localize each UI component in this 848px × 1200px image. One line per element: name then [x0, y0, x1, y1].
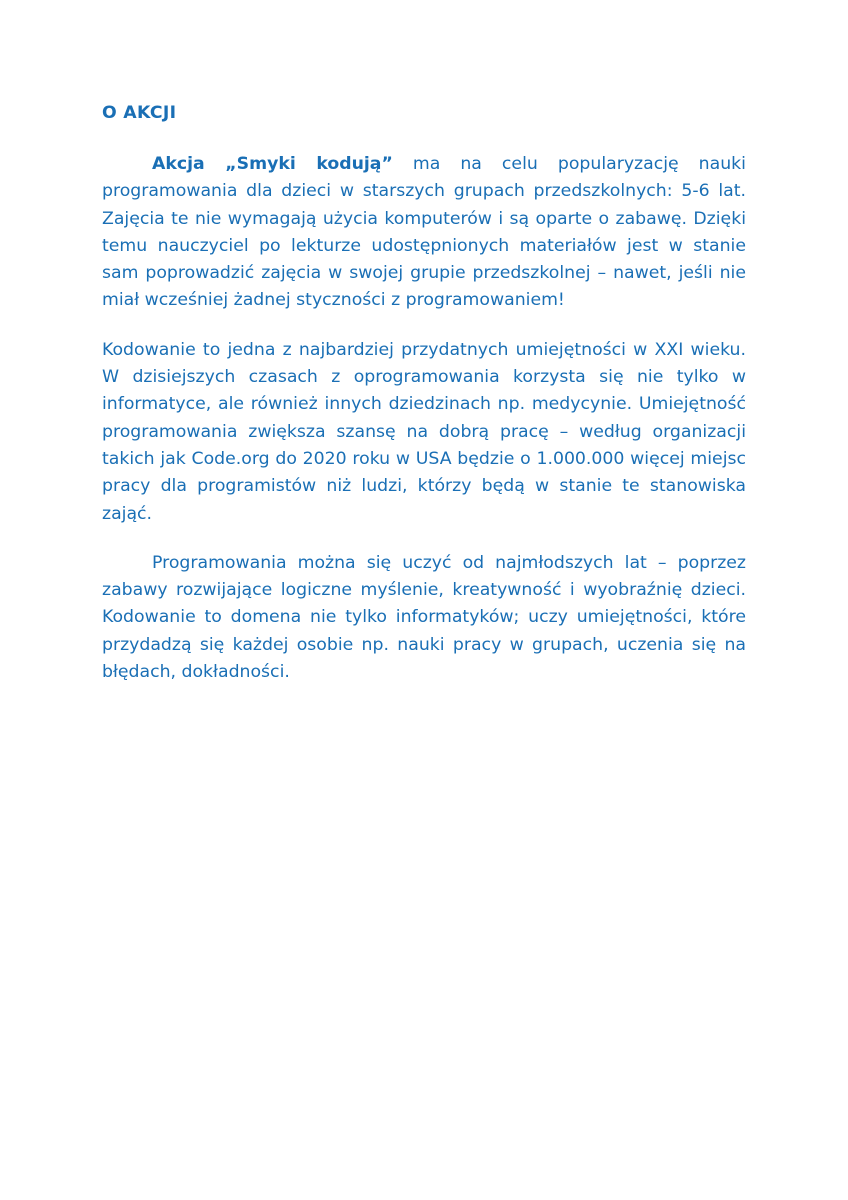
- paragraph-learning: Programowania można się uczyć od najmłodszych lat – poprzez zabawy rozwijające logiczne myślenie, kreatywność i wyobraźnię dzieci. Kodowanie to domena nie tylko informatyków; uczy umiejętności, które przydadzą się każdej osobie np. nauki pracy w grupach, uczenia się na błędach, dokładności.: [102, 552, 746, 683]
- campaign-name: Akcja „Smyki kodują”: [152, 154, 393, 174]
- paragraph-intro: [102, 151, 746, 315]
- paragraph-intro-text: ma na celu popularyzację nauki programowania dla dzieci w starszych grupach przedszkolnych: 5-6 lat. Zajęcia te nie wymagają użycia komputerów i są oparte o zabawę. Dzięki temu nauczyciel po lekturze udostępnionych materiałów jest w stanie sam poprowadzić zajęcia w swojej grupie przedszkolnej – nawet, jeśli nie miał wcześniej żadnej styczności z programowaniem!: [102, 154, 746, 311]
- paragraph-coding: Kodowanie to jedna z najbardziej przydatnych umiejętności w XXI wieku. W dzisiejszych czasach z oprogramowania korzysta się nie tylko w informatyce, ale również innych dziedzinach np. medycynie. Umiejętność programowania zwiększa szansę na dobrą pracę – według organizacji takich jak Code.org do 2020 roku w USA będzie o 1.000.000 więcej miejsc pracy dla programistów niż ludzi, którzy będą w stanie te stanowiska zająć.: [102, 339, 746, 524]
- document-body: [102, 100, 746, 686]
- section-heading: O AKCJI: [102, 103, 177, 123]
